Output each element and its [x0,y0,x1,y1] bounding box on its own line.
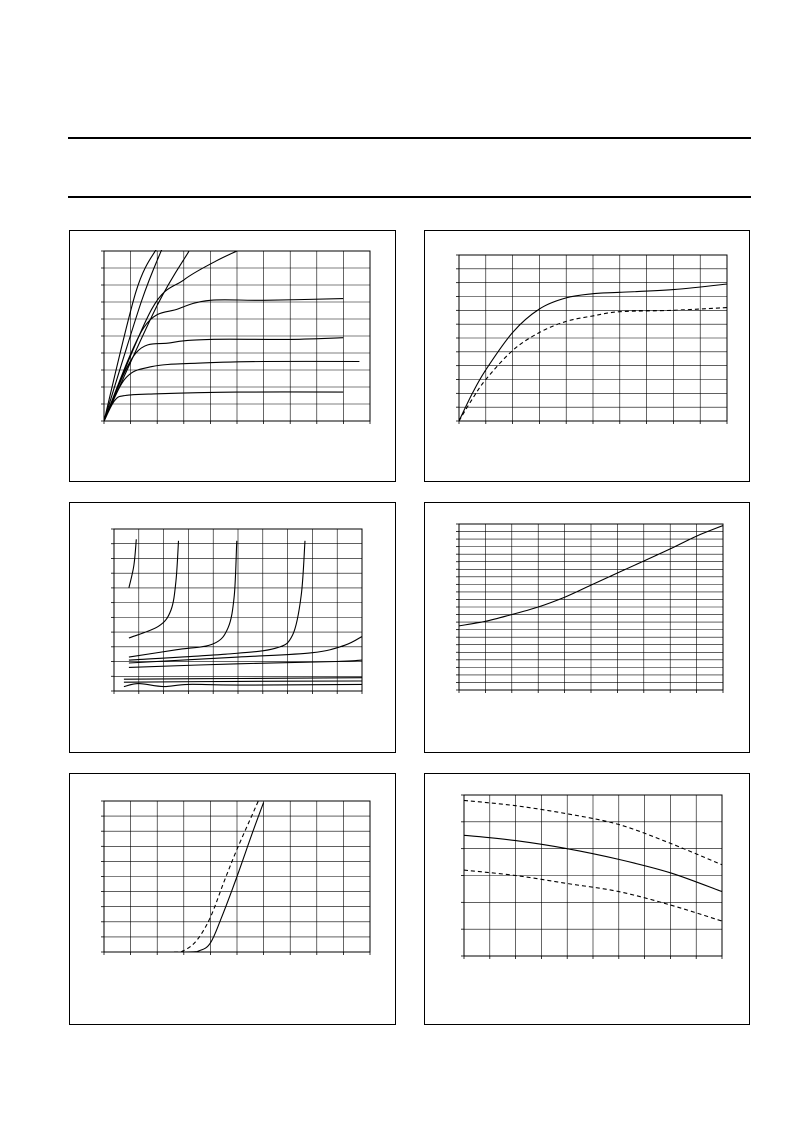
figure-panel-saturation-curves [424,230,750,482]
series-line-2 [129,541,179,638]
series-group [124,539,362,686]
series-group [104,248,359,421]
header-rule-top [68,137,751,139]
chart-transfer-characteristics [70,774,397,1026]
series-line-1 [104,392,343,421]
grid [104,251,370,421]
series-line-4 [104,299,343,421]
chart-saturation-curves [425,231,751,483]
chart-breakdown-characteristics [70,503,397,754]
figure-panel-rising-curve [424,502,750,753]
figure-panel-temperature-curves [424,773,750,1025]
grid [464,795,722,956]
series-line-9 [124,684,362,687]
chart-rising-curve [425,503,751,754]
series-line-1 [129,539,136,588]
grid [459,255,727,421]
series-line-7 [124,678,362,680]
series-line-3 [104,338,343,421]
chart-temperature-curves [425,774,751,1026]
chart-output-characteristics [70,231,397,483]
axis-ticks [456,255,727,424]
series-line-8 [124,681,362,682]
series-line-2 [104,361,359,421]
figure-panel-transfer-characteristics [69,773,396,1025]
figure-panel-output-characteristics [69,230,396,482]
grid [459,524,723,690]
figure-panel-breakdown-characteristics [69,502,396,753]
header-rule-bottom [68,196,751,198]
axis-ticks [101,801,370,955]
